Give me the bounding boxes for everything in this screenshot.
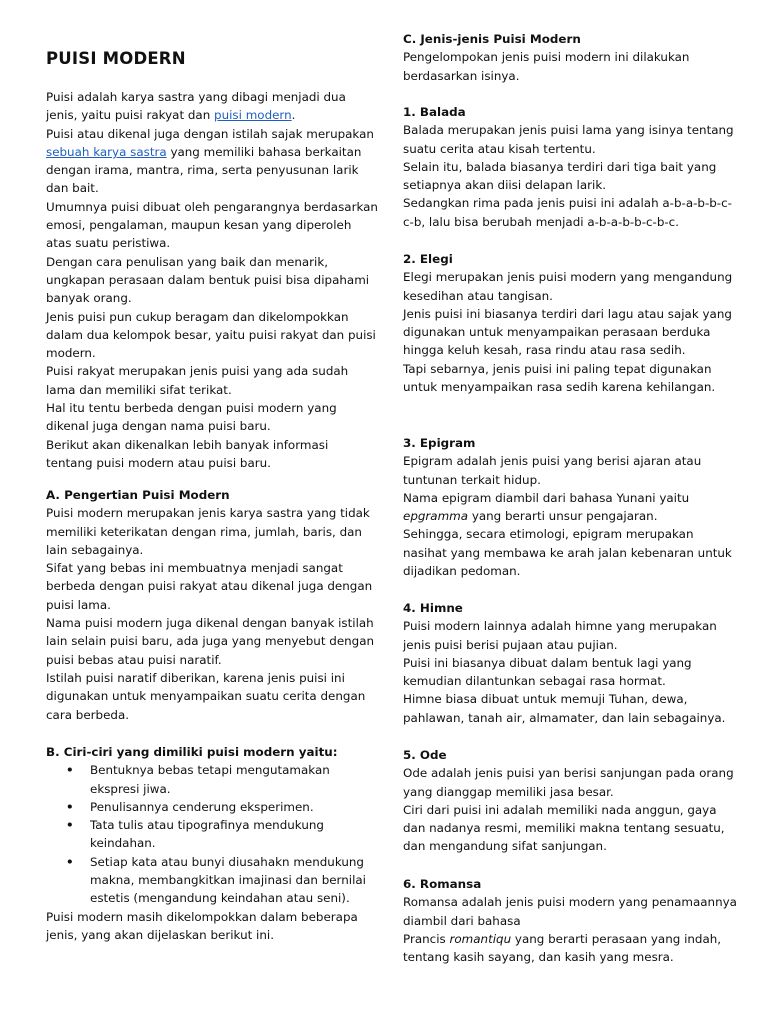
romansa-heading: 6. Romansa [403,877,482,891]
list-item: • Bentuknya bebas tetapi mengutamakan ekspresi jiwa. [90,761,378,798]
elegi-section [403,250,739,396]
intro-paragraph-8: Berikut akan dikenalkan lebih banyak informasi tentang puisi modern atau puisi baru. [46,437,329,470]
himne-section [403,599,739,727]
romansa-text: Prancis [403,931,450,946]
section-a-paragraph-1: Puisi modern merupakan jenis karya sastra yang tidak memiliki keterikatan dengan rima, jumlah, baris, dan lain sebagainya. [46,506,370,557]
balada-section [403,103,739,231]
intro-paragraph-1 [46,88,378,125]
section-a [46,486,378,724]
characteristics-list [46,761,378,907]
section-c [403,30,739,85]
epigram-section [403,434,739,580]
epigram-paragraph-3: Sehingga, secara etimologi, epigram merupakan nasihat yang membawa ke arah jalan kebenaran untuk dijadikan pedoman. [403,527,732,579]
epigram-paragraph-2 [403,489,739,526]
balada-paragraph-3: Sedangkan rima pada jenis puisi ini adalah a-b-a-b-b-c-c-b, lalu bisa berubah menjadi a-b-a-b-b-c-b-c. [403,196,732,229]
balada-paragraph-2: Selain itu, balada biasanya terdiri dari tiga bait yang setiapnya akan diisi delapan larik. [403,159,717,193]
intro-text: yang memiliki bahasa berkaitan dengan irama, mantra, rima, serta penyusunan larik dan bait. [46,144,362,196]
elegi-paragraph-1: Elegi merupakan jenis puisi modern yang mengandung kesedihan atau tangisan. [403,270,733,303]
elegi-heading: 2. Elegi [403,252,453,266]
epgramma-term: epgramma [403,509,469,524]
section-b [46,743,378,944]
list-item: • Setiap kata atau bunyi diusahakn mendukung makna, membangkitkan imajinasi dan bernilai estetis (mengandung keindahan atau seni). [90,853,378,908]
balada-heading: 1. Balada [403,105,466,119]
himne-paragraph-3: Himne biasa dibuat untuk memuji Tuhan, dewa, pahlawan, tanah air, almamater, dan lain sebagainya. [403,692,726,725]
intro-section [46,88,378,472]
section-a-paragraph-3: Nama puisi modern juga dikenal dengan banyak istilah lain selain puisi baru, ada juga yang menyebut dengan puisi bebas atau puisi naratif. [46,616,375,667]
romansa-paragraph-1: Romansa adalah jenis puisi modern yang penamaannya diambil dari bahasa [403,895,737,928]
epigram-text: Nama epigram diambil dari bahasa Yunani yaitu [403,490,690,505]
epigram-paragraph-1: Epigram adalah jenis puisi yang berisi ajaran atau tuntunan terkait hidup. [403,454,702,487]
himne-paragraph-2: Puisi ini biasanya dibuat dalam bentuk lagi yang kemudian dilantunkan sebagai rasa hormat. [403,655,692,689]
karya-sastra-link[interactable]: sebuah karya sastra [46,144,167,159]
intro-paragraph-2 [46,125,378,198]
intro-text: Puisi atau dikenal juga dengan istilah sajak merupakan [46,126,374,141]
section-c-heading: C. Jenis-jenis Puisi Modern [403,32,581,46]
elegi-paragraph-3: Tapi sebarnya, jenis puisi ini paling tepat digunakan untuk menyampaikan rasa sedih karena kehilangan. [403,361,716,395]
puisi-modern-link[interactable]: puisi modern [214,108,292,123]
section-a-paragraph-4: Istilah puisi naratif diberikan, karena jenis puisi ini digunakan untuk menyampaikan suatu cerita dengan cara berbeda. [46,670,366,722]
intro-paragraph-5: Jenis puisi pun cukup beragam dan dikelompokkan dalam dua kelompok besar, yaitu puisi rakyat dan puisi modern. [46,309,376,361]
romansa-paragraph-2 [403,930,739,967]
intro-paragraph-6: Puisi rakyat merupakan jenis puisi yang ada sudah lama dan memiliki sifat terikat. [46,364,349,397]
balada-paragraph-1: Balada merupakan jenis puisi lama yang isinya tentang suatu cerita atau kisah tertentu. [403,123,734,156]
ode-paragraph-1: Ode adalah jenis puisi yan berisi sanjungan pada orang yang dianggap memiliki jasa besar. [403,766,734,799]
intro-paragraph-7: Hal itu tentu berbeda dengan puisi modern yang dikenal juga dengan nama puisi baru. [46,401,337,434]
elegi-paragraph-2: Jenis puisi ini biasanya terdiri dari lagu atau sajak yang digunakan untuk menyampaikan perasaan berduka hingga keluh kesah, rasa rindu atau rasa sedih. [403,306,732,358]
ode-section [403,746,739,856]
himne-heading: 4. Himne [403,601,463,615]
intro-paragraph-3: Umumnya puisi dibuat oleh pengarangnya berdasarkan emosi, pengalaman, maupun kesan yang diperoleh atas suatu peristiwa. [46,199,378,251]
section-a-paragraph-2: Sifat yang bebas ini membuatnya menjadi sangat berbeda dengan puisi rakyat atau dikenal juga dengan puisi lama. [46,561,373,612]
section-a-heading: A. Pengertian Puisi Modern [46,488,230,502]
ode-paragraph-2: Ciri dari puisi ini adalah memiliki nada anggun, gaya dan nadanya resmi, memiliki makna tentang sesuatu, dan mengandung sifat sanjungan. [403,802,725,854]
intro-text: . [291,108,296,123]
himne-paragraph-1: Puisi modern lainnya adalah himne yang merupakan jenis puisi berisi pujaan atau pujian. [403,619,717,652]
ode-heading: 5. Ode [403,748,447,762]
romansa-section [403,875,739,966]
page-title: PUISI MODERN [46,49,186,68]
epigram-heading: 3. Epigram [403,436,476,450]
intro-paragraph-4: Dengan cara penulisan yang baik dan menarik, ungkapan perasaan dalam bentuk puisi bisa dipahami banyak orang. [46,254,370,306]
romantiqu-term: romantiqu [449,931,512,946]
section-b-closing: Puisi modern masih dikelompokkan dalam beberapa jenis, yang akan dijelaskan berikut ini. [46,909,358,942]
list-item: • Tata tulis atau tipografinya mendukung keindahan. [90,816,378,853]
romansa-text: yang berarti perasaan yang indah, tentang kasih sayang, dan kasih yang mesra. [403,931,722,965]
section-b-heading: B. Ciri-ciri yang dimiliki puisi modern yaitu: [46,745,338,759]
section-c-intro: Pengelompokan jenis puisi modern ini dilakukan berdasarkan isinya. [403,50,690,83]
list-item: • Penulisannya cenderung eksperimen. [90,798,378,816]
intro-text: Puisi adalah karya sastra yang dibagi menjadi dua jenis, yaitu puisi rakyat dan [46,90,346,123]
epigram-text: yang berarti unsur pengajaran. [468,509,658,524]
